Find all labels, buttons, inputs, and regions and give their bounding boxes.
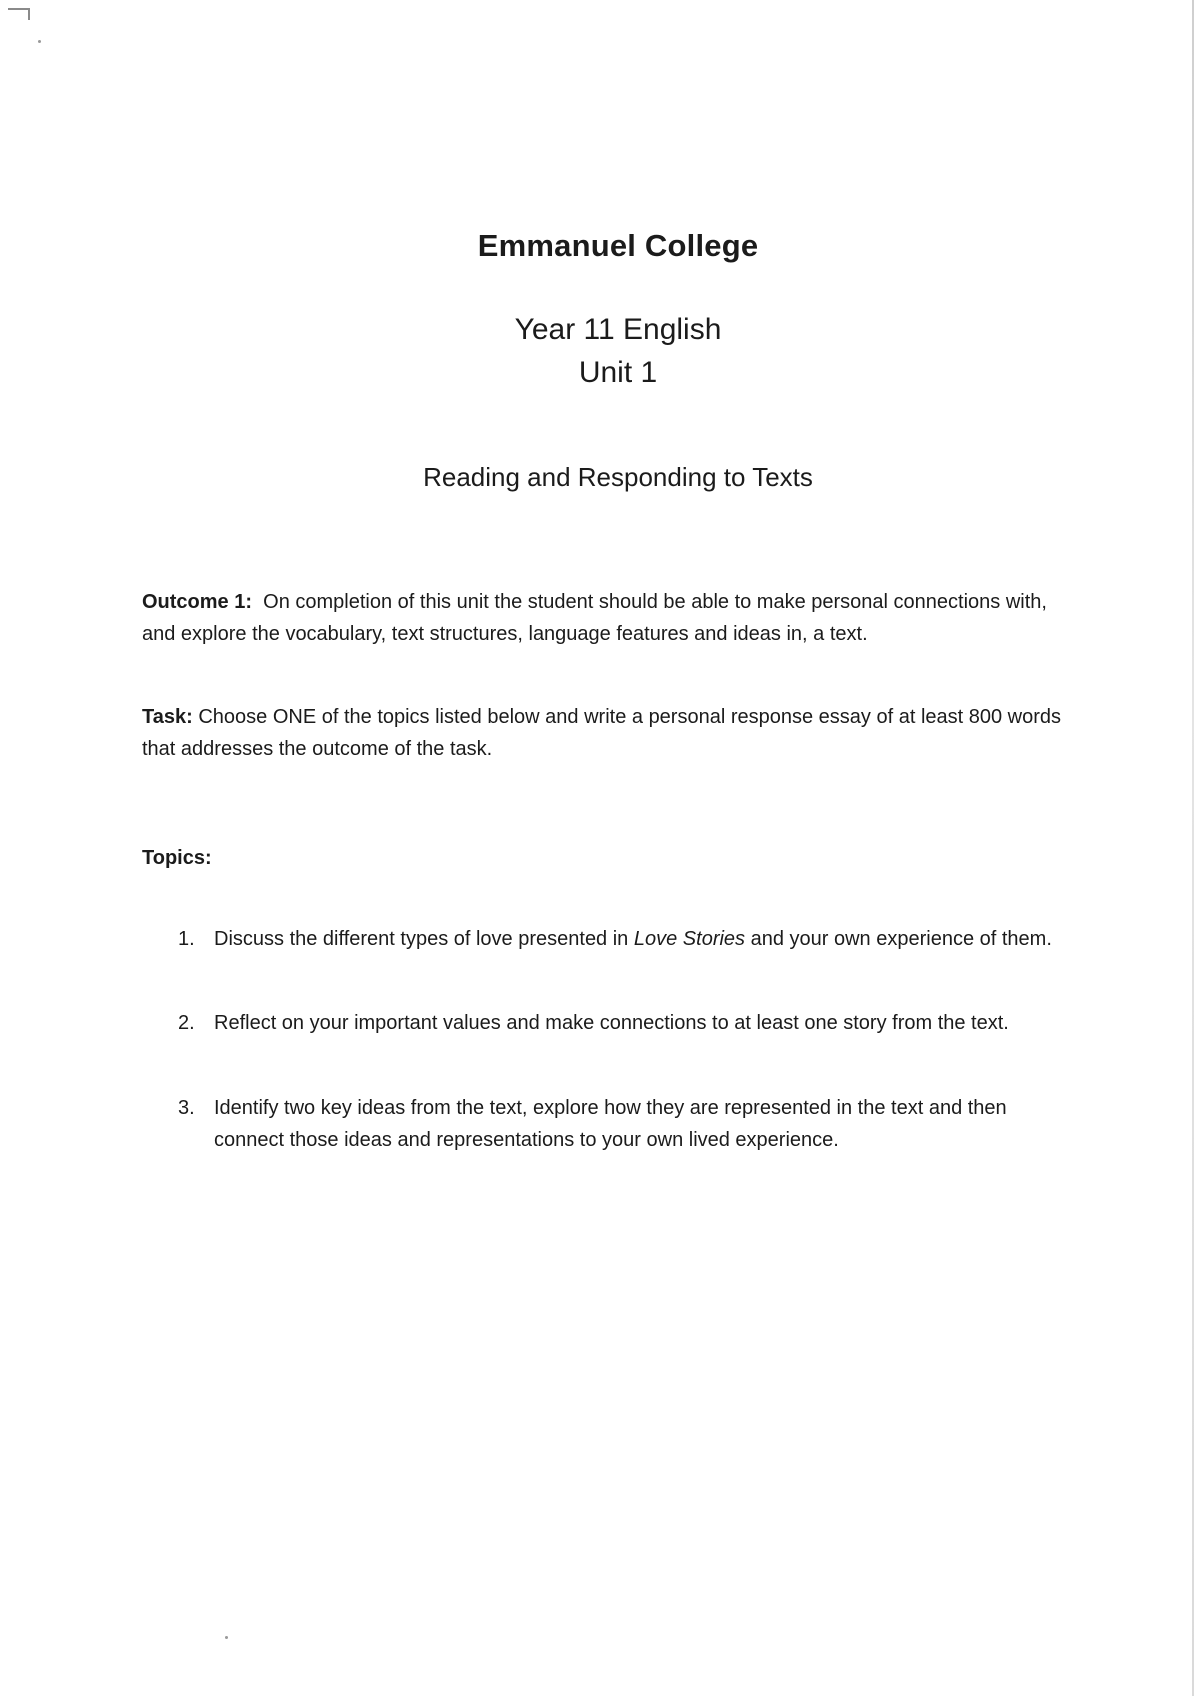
task-label: Task: [142,706,193,728]
topic-text: Identify two key ideas from the text, explore how they are represented in the text and then connect those ideas and representations to your own lived experience. [214,1097,1007,1151]
scan-speck [38,40,41,43]
course-title: Year 11 English [514,313,722,346]
book-title: Love Stories [633,928,746,950]
task-paragraph [142,701,1077,765]
outcome-label: Outcome 1: [142,591,253,613]
outcome-paragraph [142,586,1077,650]
topic-item [178,1007,1078,1039]
scan-speck [225,1636,228,1639]
topic-text: Reflect on your important values and make connections to at least one story from the text. [214,1012,1009,1034]
topics-heading: Topics: [142,847,212,869]
topic-number: 2. [178,1012,195,1034]
topic-text [214,923,1078,955]
unit-number: Unit 1 [578,356,658,389]
task-text: Choose ONE of the topics listed below and write a personal response essay of at least 800 words that addresses the outcome of the task. [142,706,1062,760]
topic-item [178,923,1078,955]
scan-corner-mark [8,8,28,10]
unit-title: Reading and Responding to Texts [423,462,813,492]
scan-corner-mark-vertical [28,8,30,20]
school-name: Emmanuel College [477,228,759,263]
topic-number: 1. [178,928,195,950]
topic-number: 3. [178,1097,195,1119]
topic-text-part: Discuss the different types of love presented in [214,928,634,950]
topic-item [178,1092,1078,1156]
topic-text-part: and your own experience of them. [745,928,1052,950]
outcome-text: On completion of this unit the student should be able to make personal connections with, and explore the vocabulary, text structures, language features and ideas in, a text. [142,591,1047,645]
